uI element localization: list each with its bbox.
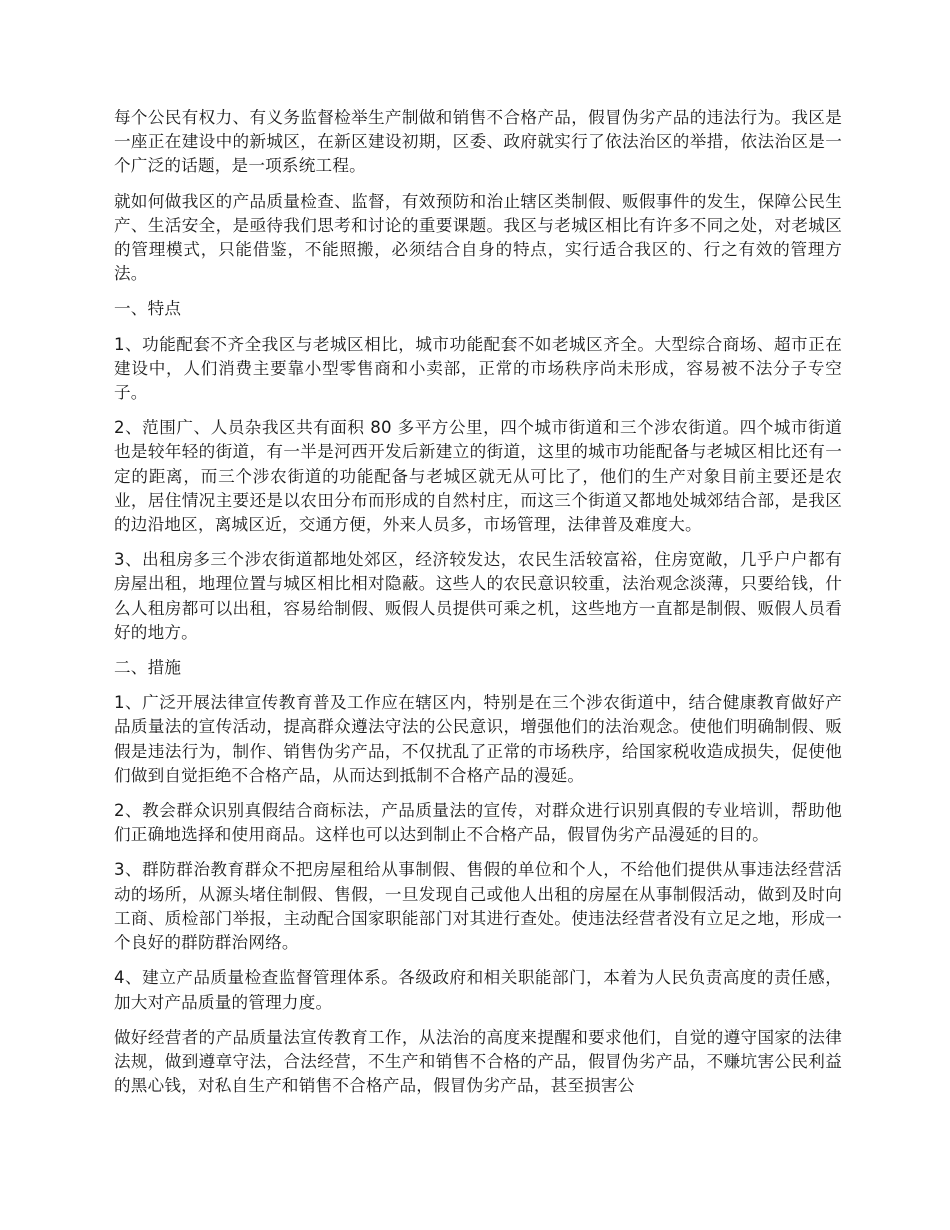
paragraph-measure-1: 1、广泛开展法律宣传教育普及工作应在辖区内，特别是在三个涉农街道中，结合健康教育做好产品质量法的宣传活动，提高群众遵法守法的公民意识，增强他们的法治观念。使他们明确制假、贩假是违法行为，制作、销售伪劣产品，不仅扰乱了正常的市场秩序，给国家税收造成损失，促使他们做到自觉拒绝不合格产品，从而达到抵制不合格产品的漫延。	[114, 693, 842, 785]
section-heading-measures: 二、措施	[114, 658, 182, 678]
paragraph-measure-4: 4、建立产品质量检查监督管理体系。各级政府和相关职能部门，本着为人民负责高度的责任感，加大对产品质量的管理力度。	[114, 968, 842, 1012]
document-body	[114, 106, 842, 1109]
paragraph-intro-2: 就如何做我区的产品质量检查、监督，有效预防和治止辖区类制假、贩假事件的发生，保障公民生产、生活安全，是亟待我们思考和讨论的重要课题。我区与老城区相比有许多不同之处，对老城区的管理模式，只能借鉴，不能照搬，必须结合自身的特点，实行适合我区的、行之有效的管理方法。	[114, 191, 842, 284]
section-heading-features: 一、特点	[114, 299, 182, 319]
paragraph-feature-3: 3、出租房多三个涉农街道都地处郊区，经济较发达，农民生活较富裕，住房宽敞，几乎户户都有房屋出租，地理位置与城区相比相对隐蔽。这些人的农民意识较重，法治观念淡薄，只要给钱，什么人租房都可以出租，容易给制假、贩假人员提供可乘之机，这些地方一直都是制假、贩假人员看好的地方。	[114, 550, 842, 642]
paragraph-intro-1: 每个公民有权力、有义务监督检举生产制做和销售不合格产品，假冒伪劣产品的违法行为。我区是一座正在建设中的新城区，在新区建设初期，区委、政府就实行了依法治区的举措，依法治区是一个广泛的话题，是一项系统工程。	[114, 108, 842, 176]
paragraph-measure-3: 3、群防群治教育群众不把房屋租给从事制假、售假的单位和个人，不给他们提供从事违法经营活动的场所，从源头堵住制假、售假，一旦发现自己或他人出租的房屋在从事制假活动，做到及时向工商、质检部门举报，主动配合国家职能部门对其进行查处。使违法经营者没有立足之地，形成一个良好的群防群治网络。	[114, 860, 842, 953]
paragraph-measure-2: 2、教会群众识别真假结合商标法，产品质量法的宣传，对群众进行识别真假的专业培训，帮助他们正确地选择和使用商品。这样也可以达到制止不合格产品，假冒伪劣产品漫延的目的。	[114, 801, 842, 845]
paragraph-feature-2: 2、范围广、人员杂我区共有面积 80 多平方公里，四个城市街道和三个涉农街道。四个城市街道也是较年轻的街道，有一半是河西开发后新建立的街道，这里的城市功能配备与老城区相比还有一定的距离，而三个涉农街道的功能配备与老城区就无从可比了，他们的生产对象目前主要还是农业，居住情况主要还是以农田分布而形成的自然村庄，而这三个街道又都地处城郊结合部，是我区的边沿地区，离城区近，交通方便，外来人员多，市场管理，法律普及难度大。	[114, 418, 842, 535]
paragraph-closing: 做好经营者的产品质量法宣传教育工作，从法治的高度来提醒和要求他们，自觉的遵守国家的法律法规，做到遵章守法，合法经营，不生产和销售不合格的产品，假冒伪劣产品，不赚坑害公民利益的黑心钱，对私自生产和销售不合格产品，假冒伪劣产品，甚至损害公	[114, 1027, 842, 1096]
paragraph-feature-1: 1、功能配套不齐全我区与老城区相比，城市功能配套不如老城区齐全。大型综合商场、超市正在建设中，人们消费主要靠小型零售商和小卖部，正常的市场秩序尚未形成，容易被不法分子专空子。	[114, 334, 842, 403]
